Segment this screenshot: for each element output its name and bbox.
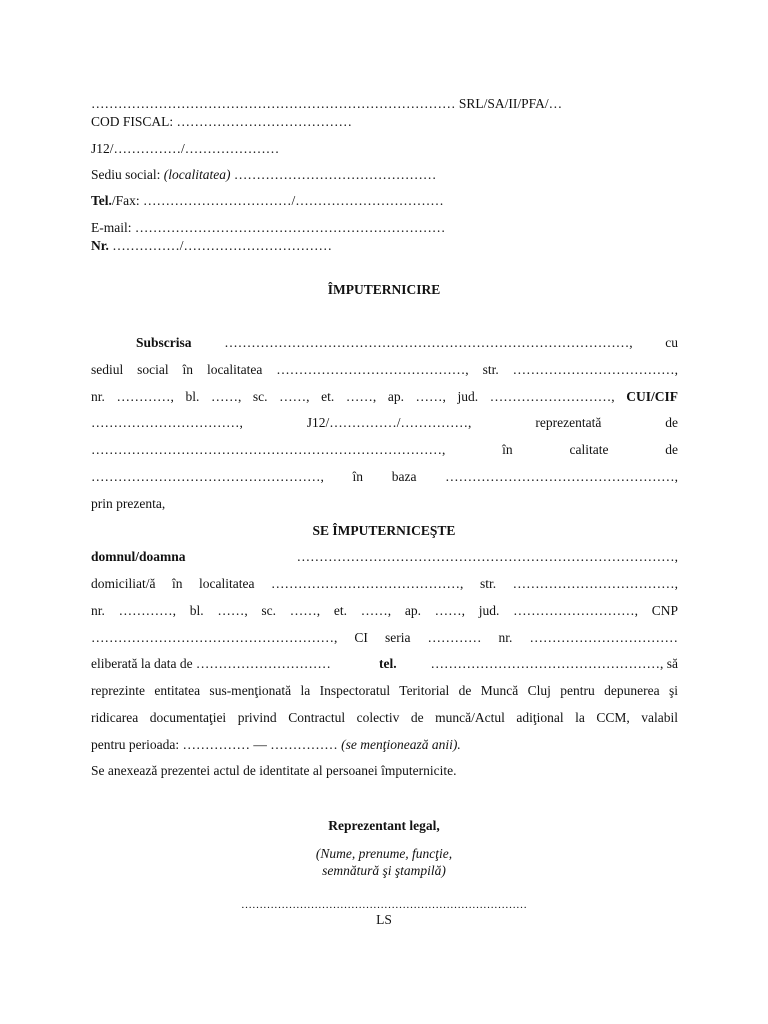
- signature-dots: ……………………………………………………………………: [241, 899, 527, 911]
- body-line-1: Subscrisa ………………………………………………………………………………, cu: [136, 335, 678, 350]
- person-line-4: ………………………………………………, CI seria ………… nr. ……………………………: [91, 630, 678, 645]
- nr-rest: ……………/……………………………: [112, 238, 333, 253]
- signature-heading: Reprezentant legal,: [328, 818, 440, 833]
- document-subtitle: SE ÎMPUTERNICEŞTE: [312, 523, 456, 538]
- body-line-7: prin prezenta,: [91, 496, 166, 511]
- ls-mark: LS: [376, 912, 392, 927]
- company-name-line: ……………………………………………………………………… SRL/SA/II/PFA/…: [91, 96, 563, 111]
- person-line-1: domnul/doamna …………………………………………………………………………,: [91, 549, 678, 564]
- person-line-7: ridicarea documentaţiei privind Contractul colectiv de muncă/Actul adiţional la CCM, valabil: [91, 710, 678, 725]
- cod-fiscal-line: COD FISCAL: …………………………………: [91, 114, 353, 129]
- body-line-2: sediul social în localitatea ……………………………………, str. ………………………………,: [91, 362, 678, 377]
- body-line-4: ……………………………, J12/……………/……………, reprezentată de: [91, 415, 678, 430]
- document-title: ÎMPUTERNICIRE: [327, 282, 441, 297]
- j12-line: J12/……………/…………………: [91, 141, 280, 156]
- email-line: E-mail: ……………………………………………………………: [91, 220, 446, 235]
- tel-fax-line: [91, 193, 444, 209]
- tel-bold-label: tel.: [379, 656, 397, 671]
- domnul-doamna-label: domnul/doamna: [91, 549, 186, 564]
- person-line-8: pentru perioada: …………… — …………… (se menţionează anii).: [91, 737, 461, 752]
- sediu-hint: (localitatea): [163, 167, 231, 182]
- nr-line: [91, 238, 332, 254]
- nr-label: Nr.: [91, 238, 109, 253]
- sediu-social-line: [91, 167, 436, 183]
- signature-hint-1: (Nume, prenume, funcţie,: [315, 846, 453, 861]
- person-line-3: nr. …………, bl. ……, sc. ……, et. ……, ap. ……, jud. ………………………, CNP: [91, 603, 678, 618]
- body-line-6: ……………………………………………, în baza ……………………………………………,: [91, 469, 678, 484]
- person-line-2: domiciliat/ă în localitatea ……………………………………, str. ………………………………,: [91, 576, 678, 591]
- person-line-6: reprezinte entitatea sus-menţionată la Inspectoratul Teritorial de Muncă Cluj pentru depunerea şi: [91, 683, 678, 698]
- cui-cif-label: CUI/CIF: [626, 389, 679, 404]
- subscrisa-label: Subscrisa: [136, 335, 192, 350]
- tel-label: Tel.: [91, 193, 112, 208]
- period-hint: (se menţionează anii).: [341, 737, 461, 752]
- person-line-5: eliberată la data de ………………………… tel. ……………………………………………, să: [91, 656, 678, 671]
- body-line-5: ……………………………………………………………………, în calitate de: [91, 442, 678, 457]
- signature-hint-2: semnătură şi ştampilă): [322, 863, 446, 878]
- tel-rest: /Fax: ……………………………/……………………………: [111, 193, 444, 208]
- body-line-3: nr. …………, bl. ……, sc. ……, et. ……, ap. ……, jud. ………………………, CUI/CIF: [91, 389, 679, 404]
- sediu-dots: ………………………………………: [233, 167, 437, 182]
- person-line-9: Se anexează prezentei actul de identitate al persoanei împuternicite.: [91, 763, 457, 778]
- sediu-label: Sediu social:: [91, 167, 161, 182]
